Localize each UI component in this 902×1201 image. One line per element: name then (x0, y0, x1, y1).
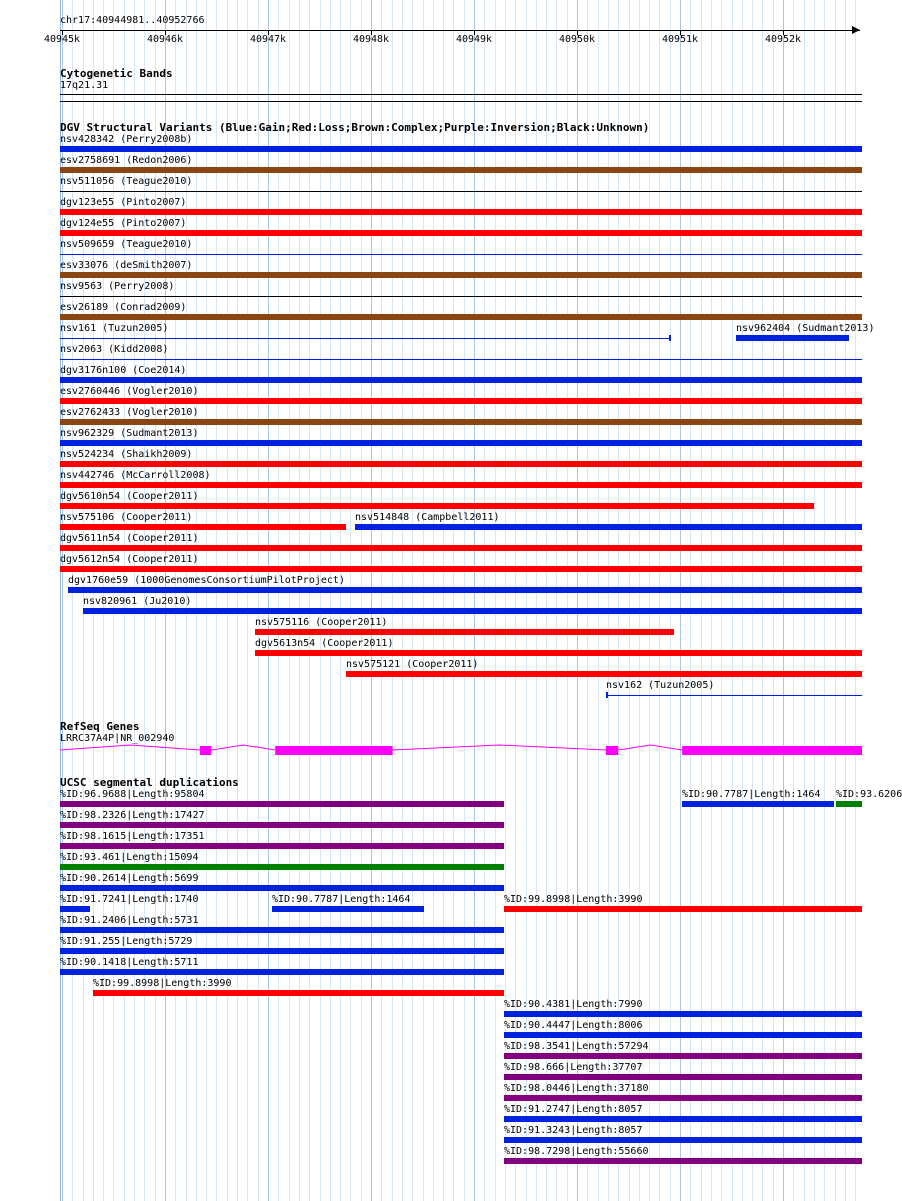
intron (393, 745, 606, 750)
exon (682, 746, 862, 755)
grid-line-minor (309, 0, 310, 1201)
grid-line-minor (227, 0, 228, 1201)
grid-line-minor (701, 0, 702, 1201)
dgv-feature-bar[interactable] (60, 377, 862, 383)
dgv-feature-label[interactable]: nsv962404 (Sudmant2013) (736, 323, 875, 334)
grid-line-minor (659, 0, 660, 1201)
segdup-feature-label[interactable]: %ID:96.9688|Length:95804 (60, 789, 205, 800)
ruler-tick-label: 40945k (43, 34, 81, 45)
refseq-track-title[interactable]: RefSeq Genes (60, 720, 140, 733)
dgv-feature-bar[interactable] (60, 545, 862, 551)
grid-line-minor (752, 0, 753, 1201)
dgv-feature-bar[interactable] (255, 629, 674, 635)
segdup-feature-bar[interactable] (60, 843, 504, 849)
segdup-feature-bar[interactable] (504, 1053, 862, 1059)
cytoband-track-title[interactable]: Cytogenetic Bands (60, 67, 173, 80)
grid-line-minor (289, 0, 290, 1201)
dgv-feature-label[interactable]: nsv161 (Tuzun2005) (60, 323, 169, 334)
grid-line-minor (845, 0, 846, 1201)
cytoband-label[interactable]: 17q21.31 (60, 80, 109, 91)
grid-line-minor (495, 0, 496, 1201)
segdup-feature-label[interactable]: %ID:99.8998|Length:3990 (504, 894, 643, 905)
segdup-feature-label[interactable]: %ID:98.0446|Length:37180 (504, 1083, 649, 1094)
coordinate-ruler (0, 0, 890, 60)
dgv-feature-bar[interactable] (60, 209, 862, 215)
dgv-feature-bar[interactable] (736, 335, 849, 341)
segdup-feature-bar[interactable] (682, 801, 834, 807)
segdup-feature-label[interactable]: %ID:90.7787|Length:1464 (682, 789, 821, 800)
ruler-tick-label: 40952k (764, 34, 802, 45)
dgv-feature-label[interactable]: esv26189 (Conrad2009) (60, 302, 187, 313)
grid-line-minor (216, 0, 217, 1201)
dgv-feature-bar[interactable] (60, 398, 862, 404)
grid-line-minor (762, 0, 763, 1201)
cytoband-bar-bottom (60, 101, 862, 102)
segdup-feature-label[interactable]: %ID:90.7787|Length:1464 (272, 894, 411, 905)
dgv-feature-label[interactable]: dgv5610n54 (Cooper2011) (60, 491, 199, 502)
segdup-feature-bar[interactable] (60, 906, 90, 912)
segdup-feature-label[interactable]: %ID:93.6206 (836, 789, 902, 800)
dgv-feature-label[interactable]: dgv1760e59 (1000GenomesConsortiumPilotProject) (68, 575, 345, 586)
grid-line-major (268, 0, 269, 1201)
ruler-axis (60, 30, 860, 31)
grid-line-minor (453, 0, 454, 1201)
segdup-feature-label[interactable]: %ID:98.666|Length:37707 (504, 1062, 643, 1073)
dgv-feature-start-tick (606, 692, 608, 698)
ruler-tick-label: 40946k (146, 34, 184, 45)
dgv-feature-line[interactable] (60, 338, 670, 339)
segdup-feature-label[interactable]: %ID:98.1615|Length:17351 (60, 831, 205, 842)
grid-line-minor (835, 0, 836, 1201)
ruler-arrow-icon (852, 26, 860, 34)
dgv-feature-bar[interactable] (60, 503, 814, 509)
grid-line-minor (773, 0, 774, 1201)
ruler-tick-label: 40951k (661, 34, 699, 45)
dgv-feature-label[interactable]: nsv962329 (Sudmant2013) (60, 428, 199, 439)
dgv-feature-label[interactable]: dgv3176n100 (Coe2014) (60, 365, 187, 376)
grid-line-minor (392, 0, 393, 1201)
dgv-feature-bar[interactable] (83, 608, 862, 614)
gene-structure[interactable] (0, 740, 890, 760)
dgv-feature-label[interactable]: esv2760446 (Vogler2010) (60, 386, 199, 397)
dgv-feature-bar[interactable] (60, 524, 346, 530)
segdup-feature-bar[interactable] (504, 906, 862, 912)
ruler-tick-label: 40950k (558, 34, 596, 45)
grid-line-minor (855, 0, 856, 1201)
segdup-feature-label[interactable]: %ID:98.2326|Length:17427 (60, 810, 205, 821)
grid-line-minor (443, 0, 444, 1201)
grid-line-minor (711, 0, 712, 1201)
dgv-feature-end-tick (669, 335, 671, 341)
dgv-feature-bar[interactable] (60, 482, 862, 488)
segdup-feature-bar[interactable] (504, 1032, 862, 1038)
grid-line-minor (732, 0, 733, 1201)
segdup-feature-bar[interactable] (504, 1074, 862, 1080)
grid-line-minor (381, 0, 382, 1201)
dgv-feature-line[interactable] (60, 296, 862, 297)
dgv-feature-line[interactable] (60, 191, 862, 192)
grid-line-major (680, 0, 681, 1201)
locus-label: chr17:40944981..40952766 (60, 15, 205, 26)
cytoband-bar-top (60, 94, 862, 95)
exon (606, 746, 618, 755)
dgv-feature-label[interactable]: dgv5613n54 (Cooper2011) (255, 638, 394, 649)
intron (618, 745, 682, 750)
dgv-feature-label[interactable]: dgv123e55 (Pinto2007) (60, 197, 187, 208)
dgv-feature-label[interactable]: esv2762433 (Vogler2010) (60, 407, 199, 418)
dgv-feature-label[interactable]: nsv428342 (Perry2008b) (60, 134, 193, 145)
dgv-feature-label[interactable]: esv33076 (deSmith2007) (60, 260, 193, 271)
dgv-feature-label[interactable]: nsv524234 (Shaikh2009) (60, 449, 193, 460)
segdup-feature-label[interactable]: %ID:98.7298|Length:55660 (504, 1146, 649, 1157)
dgv-feature-bar[interactable] (60, 272, 862, 278)
dgv-feature-bar[interactable] (60, 314, 862, 320)
grid-line-minor (196, 0, 197, 1201)
dgv-feature-label[interactable]: nsv575121 (Cooper2011) (346, 659, 479, 670)
dgv-feature-line[interactable] (606, 695, 862, 696)
intron (60, 745, 200, 750)
dgv-feature-bar[interactable] (60, 146, 862, 152)
dgv-feature-label[interactable]: nsv442746 (McCarroll2008) (60, 470, 211, 481)
grid-line-minor (690, 0, 691, 1201)
dgv-feature-label[interactable]: nsv575116 (Cooper2011) (255, 617, 388, 628)
segdup-feature-label[interactable]: %ID:91.7241|Length:1740 (60, 894, 199, 905)
grid-line-minor (670, 0, 671, 1201)
segdup-feature-bar[interactable] (836, 801, 862, 807)
segdup-feature-label[interactable]: %ID:91.2406|Length:5731 (60, 915, 199, 926)
segdup-feature-bar[interactable] (60, 927, 504, 933)
grid-line-minor (340, 0, 341, 1201)
dgv-feature-label[interactable]: dgv124e55 (Pinto2007) (60, 218, 187, 229)
dgv-feature-label[interactable]: dgv5612n54 (Cooper2011) (60, 554, 199, 565)
segdup-feature-bar[interactable] (504, 1137, 862, 1143)
dgv-feature-label[interactable]: dgv5611n54 (Cooper2011) (60, 533, 199, 544)
segdup-feature-label[interactable]: %ID:99.8998|Length:3990 (93, 978, 232, 989)
segdup-feature-bar[interactable] (504, 1095, 862, 1101)
dgv-feature-bar[interactable] (60, 566, 862, 572)
segdup-feature-label[interactable]: %ID:90.1418|Length:5711 (60, 957, 199, 968)
grid-line-minor (330, 0, 331, 1201)
intron (211, 745, 275, 750)
segdup-feature-bar[interactable] (60, 801, 504, 807)
segdup-feature-label[interactable]: %ID:90.2614|Length:5699 (60, 873, 199, 884)
grid-line-minor (804, 0, 805, 1201)
grid-line-minor (742, 0, 743, 1201)
exon (200, 746, 211, 755)
grid-line-minor (423, 0, 424, 1201)
grid-line-minor (320, 0, 321, 1201)
grid-line-major (474, 0, 475, 1201)
grid-line-minor (299, 0, 300, 1201)
dgv-feature-bar[interactable] (68, 587, 862, 593)
segdup-feature-bar[interactable] (60, 948, 504, 954)
grid-line-minor (814, 0, 815, 1201)
grid-line-minor (721, 0, 722, 1201)
dgv-feature-label[interactable]: nsv514848 (Campbell2011) (355, 512, 500, 523)
dgv-feature-label[interactable]: nsv9563 (Perry2008) (60, 281, 175, 292)
grid-line-minor (361, 0, 362, 1201)
grid-line-minor (412, 0, 413, 1201)
segdup-feature-label[interactable]: %ID:90.4447|Length:8006 (504, 1020, 643, 1031)
grid-line-minor (402, 0, 403, 1201)
dgv-track-title[interactable]: DGV Structural Variants (Blue:Gain;Red:Loss;Brown:Complex;Purple:Inversion;Black:Unknown) (60, 121, 650, 134)
gene-label[interactable]: LRRC37A4P|NR_002940 (60, 733, 175, 744)
grid-line-minor (350, 0, 351, 1201)
segdup-feature-bar[interactable] (60, 885, 504, 891)
dgv-feature-line[interactable] (60, 359, 862, 360)
grid-line-minor (278, 0, 279, 1201)
dgv-feature-bar[interactable] (346, 671, 862, 677)
ruler-tick-label: 40948k (352, 34, 390, 45)
grid-line-major (371, 0, 372, 1201)
segdup-feature-label[interactable]: %ID:91.255|Length:5729 (60, 936, 193, 947)
dgv-feature-bar[interactable] (60, 167, 862, 173)
grid-line-minor (237, 0, 238, 1201)
segdup-track-title[interactable]: UCSC segmental duplications (60, 776, 239, 789)
grid-line-minor (258, 0, 259, 1201)
exon (275, 746, 392, 755)
dgv-feature-bar[interactable] (60, 230, 862, 236)
grid-line-minor (464, 0, 465, 1201)
grid-line-minor (649, 0, 650, 1201)
dgv-feature-bar[interactable] (255, 650, 862, 656)
ruler-tick-label: 40947k (249, 34, 287, 45)
dgv-feature-bar[interactable] (60, 440, 862, 446)
grid-line-minor (824, 0, 825, 1201)
grid-line-minor (433, 0, 434, 1201)
grid-line-minor (247, 0, 248, 1201)
dgv-feature-label[interactable]: nsv820961 (Ju2010) (83, 596, 192, 607)
dgv-feature-label[interactable]: esv2758691 (Redon2006) (60, 155, 193, 166)
segdup-feature-bar[interactable] (60, 864, 504, 870)
dgv-feature-bar[interactable] (60, 461, 862, 467)
dgv-feature-label[interactable]: nsv509659 (Teague2010) (60, 239, 193, 250)
segdup-feature-label[interactable]: %ID:91.3243|Length:8057 (504, 1125, 643, 1136)
dgv-feature-bar[interactable] (355, 524, 862, 530)
segdup-feature-label[interactable]: %ID:90.4381|Length:7990 (504, 999, 643, 1010)
segdup-feature-bar[interactable] (60, 822, 504, 828)
segdup-feature-bar[interactable] (504, 1116, 862, 1122)
dgv-feature-bar[interactable] (60, 419, 862, 425)
grid-line-minor (484, 0, 485, 1201)
grid-line-major (783, 0, 784, 1201)
segdup-feature-label[interactable]: %ID:98.3541|Length:57294 (504, 1041, 649, 1052)
dgv-feature-label[interactable]: nsv575106 (Cooper2011) (60, 512, 193, 523)
segdup-feature-label[interactable]: %ID:93.461|Length:15094 (60, 852, 199, 863)
dgv-feature-line[interactable] (60, 254, 862, 255)
dgv-feature-label[interactable]: nsv511056 (Teague2010) (60, 176, 193, 187)
segdup-feature-label[interactable]: %ID:91.2747|Length:8057 (504, 1104, 643, 1115)
segdup-feature-bar[interactable] (272, 906, 424, 912)
segdup-feature-bar[interactable] (60, 969, 504, 975)
grid-line-minor (206, 0, 207, 1201)
dgv-feature-label[interactable]: nsv2063 (Kidd2008) (60, 344, 169, 355)
segdup-feature-bar[interactable] (93, 990, 504, 996)
ruler-tick-label: 40949k (455, 34, 493, 45)
dgv-feature-label[interactable]: nsv162 (Tuzun2005) (606, 680, 715, 691)
segdup-feature-bar[interactable] (504, 1158, 862, 1164)
grid-line-minor (793, 0, 794, 1201)
segdup-feature-bar[interactable] (504, 1011, 862, 1017)
